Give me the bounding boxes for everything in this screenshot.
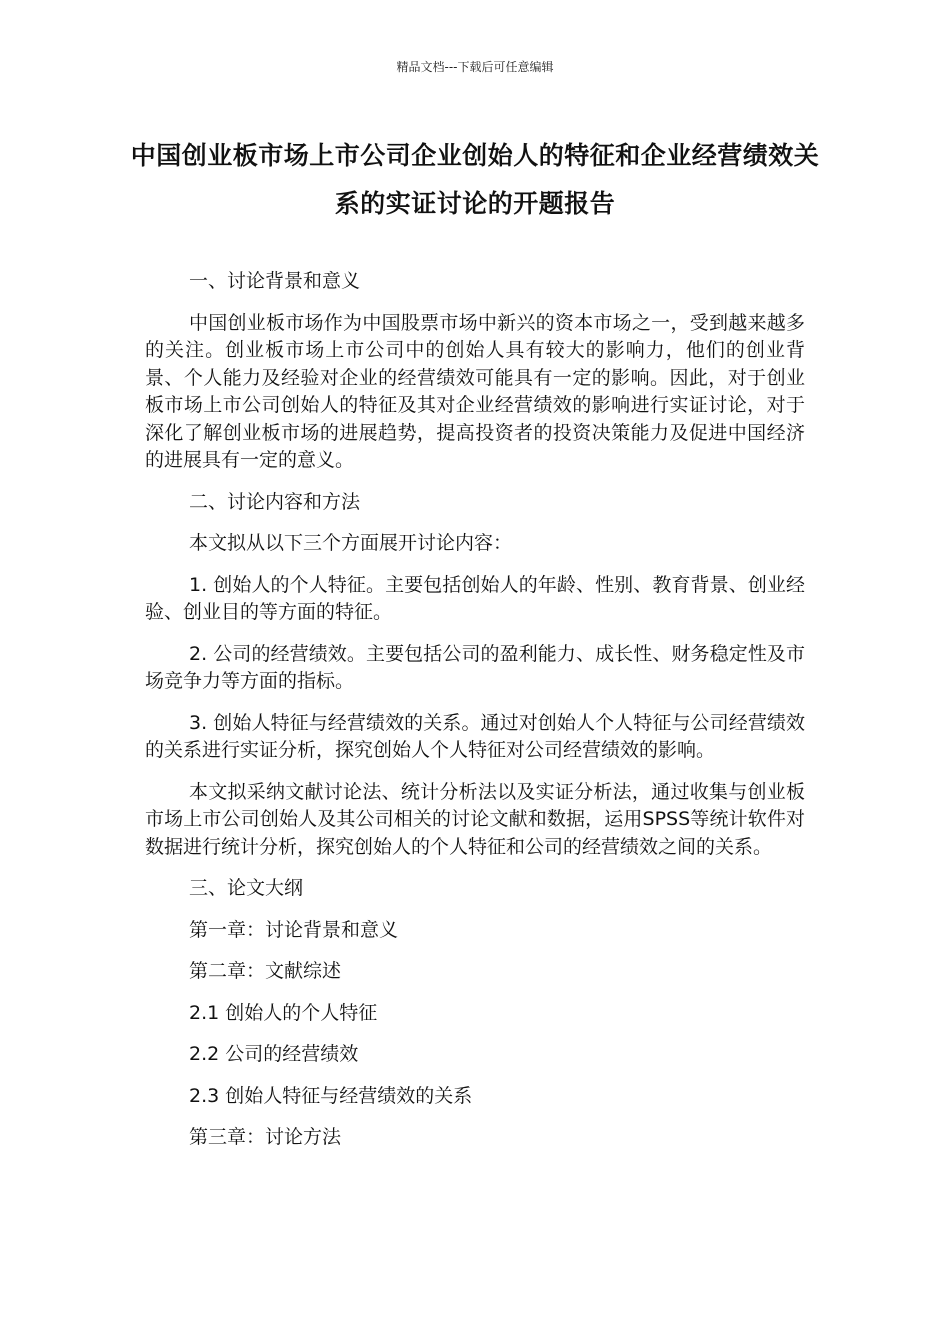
outline-chapter-2: 第二章：文献综述 xyxy=(189,960,342,982)
outline-item-2-2: 2.2 公司的经营绩效 xyxy=(189,1043,359,1065)
section-heading-content-method: 二、讨论内容和方法 xyxy=(189,490,361,513)
list-item-company-performance: 2. 公司的经营绩效。主要包括公司的盈利能力、成长性、财务稳定性及市场竞争力等方面的指标。 xyxy=(145,642,805,692)
paragraph-background: 中国创业板市场作为中国股票市场中新兴的资本市场之一，受到越来越多的关注。创业板市场上市公司中的创始人具有较大的影响力，他们的创业背景、个人能力及经验对企业的经营绩效可能具有一定的影响。因此，对于创业板市场上市公司创始人的特征及其对企业经营绩效的影响进行实证讨论，对于深化了解创业板市场的进展趋势，提高投资者的投资决策能力及促进中国经济的进展具有一定的意义。 xyxy=(145,311,805,471)
outline-item-2-1: 2.1 创始人的个人特征 xyxy=(189,1001,378,1024)
document-title: 中国创业板市场上市公司企业创始人的特征和企业经营绩效关系的实证讨论的开题报告 xyxy=(130,141,820,218)
list-item-relationship: 3. 创始人特征与经营绩效的关系。通过对创始人个人特征与公司经营绩效的关系进行实证分析，探究创始人个人特征对公司经营绩效的影响。 xyxy=(145,711,805,761)
section-heading-background: 一、讨论背景和意义 xyxy=(189,270,361,292)
paragraph-methods: 本文拟采纳文献讨论法、统计分析法以及实证分析法，通过收集与创业板市场上市公司创始人及其公司相关的讨论文献和数据，运用SPSS等统计软件对数据进行统计分析，探究创始人的个人特征和公司的经营绩效之间的关系。 xyxy=(145,780,805,858)
header-note: 精品文档---下载后可任意编辑 xyxy=(396,60,554,74)
list-item-founder-traits: 1. 创始人的个人特征。主要包括创始人的年龄、性别、教育背景、创业经验、创业目的等方面的特征。 xyxy=(145,573,805,623)
outline-item-2-3: 2.3 创始人特征与经营绩效的关系 xyxy=(189,1084,473,1107)
paragraph-intro-aspects: 本文拟从以下三个方面展开讨论内容： xyxy=(189,532,513,554)
outline-chapter-1: 第一章：讨论背景和意义 xyxy=(189,918,399,941)
document-body xyxy=(145,268,805,1166)
outline-chapter-3: 第三章：讨论方法 xyxy=(189,1126,342,1148)
section-heading-outline: 三、论文大纲 xyxy=(189,877,304,899)
